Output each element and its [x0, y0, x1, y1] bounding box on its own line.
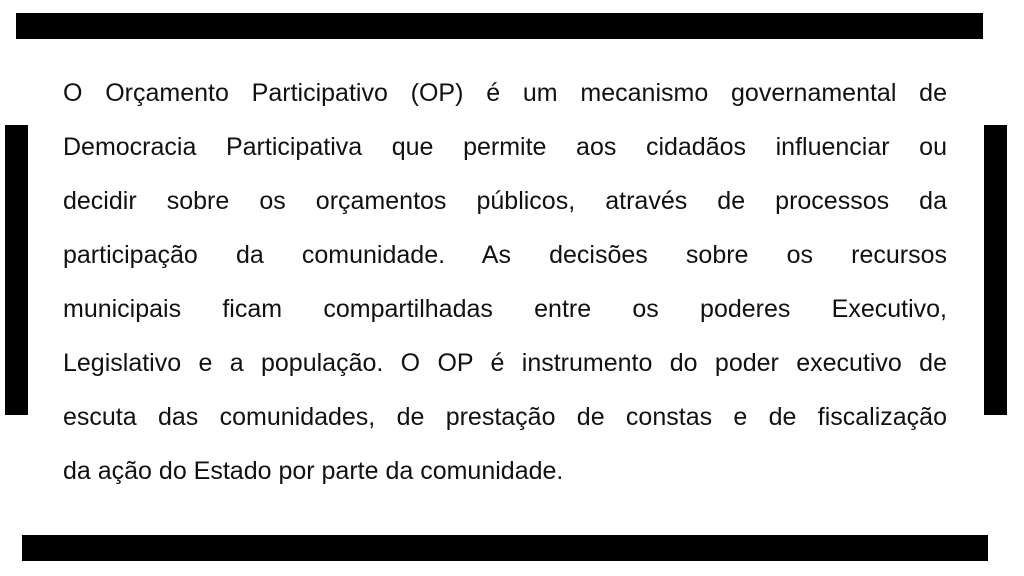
paragraph-line-3: decidir sobre os orçamentos públicos, através de processos da [63, 187, 947, 215]
paragraph-line-8: da ação do Estado por parte da comunidade. [63, 457, 564, 485]
top-bar-decoration [16, 13, 983, 39]
left-bar-decoration [5, 125, 28, 415]
body-paragraph [63, 66, 947, 498]
paragraph-line-6: Legislativo e a população. O OP é instrumento do poder executivo de [63, 349, 947, 377]
paragraph-line-2: Democracia Participativa que permite aos cidadãos influenciar ou [63, 133, 947, 161]
paragraph-line-7: escuta das comunidades, de prestação de constas e de fiscalização [63, 403, 947, 431]
paragraph-line-1: O Orçamento Participativo (OP) é um mecanismo governamental de [63, 79, 947, 107]
right-bar-decoration [984, 125, 1007, 415]
bottom-bar-decoration [22, 535, 988, 561]
paragraph-line-5: municipais ficam compartilhadas entre os poderes Executivo, [63, 295, 947, 323]
paragraph-line-4: participação da comunidade. As decisões sobre os recursos [63, 241, 947, 269]
